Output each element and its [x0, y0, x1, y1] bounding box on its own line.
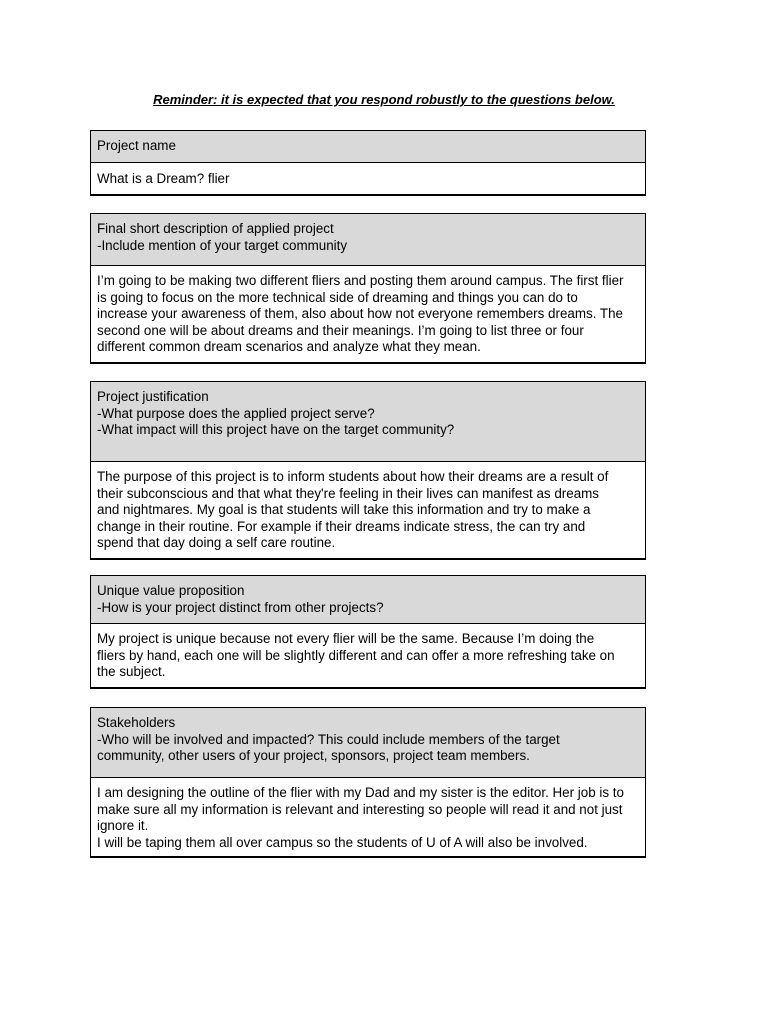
section-final-description: [90, 213, 646, 364]
header-line: Unique value proposition: [97, 583, 245, 598]
section-answer: [91, 778, 645, 856]
header-line: -What purpose does the applied project serve?: [97, 405, 375, 421]
answer-line: different common dream scenarios and analyze what they mean.: [97, 339, 481, 354]
answer-line: make sure all my information is relevant and interesting so people will read it and not just: [97, 801, 623, 817]
header-line: Project name: [97, 138, 176, 153]
section-header: [91, 214, 645, 266]
answer-line: and nightmares. My goal is that students will take this information and try to make a: [97, 502, 591, 517]
answer-line: My project is unique because not every flier will be the same. Because I’m doing the: [97, 631, 595, 646]
header-line: Stakeholders: [97, 715, 176, 730]
section-header: [91, 382, 645, 462]
answer-line: fliers by hand, each one will be slightly different and can offer a more refreshing take on: [97, 647, 615, 663]
answer-line: What is a Dream? flier: [97, 171, 230, 186]
reminder-heading: Reminder: it is expected that you respond robustly to the questions below.: [153, 92, 615, 107]
section-answer: [91, 266, 645, 362]
section-unique-value-proposition: [90, 575, 646, 689]
section-header: [91, 708, 645, 778]
header-line: Final short description of applied project: [97, 221, 334, 236]
header-line: Project justification: [97, 389, 209, 404]
section-answer: [91, 624, 645, 687]
answer-line: is going to focus on the more technical side of dreaming and things you can do to: [97, 289, 578, 305]
answer-line: I will be taping them all over campus so the students of U of A will also be involved.: [97, 834, 588, 850]
header-line: -How is your project distinct from other projects?: [97, 599, 384, 615]
answer-line: The purpose of this project is to inform students about how their dreams are a result of: [97, 469, 609, 484]
section-project-name: [90, 130, 646, 196]
section-answer: [91, 462, 645, 558]
section-answer: [91, 163, 645, 194]
answer-line: second one will be about dreams and their meanings. I’m going to list three or four: [97, 322, 584, 338]
section-header: [91, 131, 645, 163]
header-line: -Include mention of your target community: [97, 237, 348, 253]
header-line: community, other users of your project, sponsors, project team members.: [97, 748, 530, 763]
header-line: -What impact will this project have on the target community?: [97, 422, 455, 437]
header-line: -Who will be involved and impacted? This could include members of the target: [97, 731, 560, 747]
answer-line: spend that day doing a self care routine.: [97, 535, 336, 550]
section-project-justification: [90, 381, 646, 560]
answer-line: their subconscious and that what they're feeling in their lives can manifest as dreams: [97, 485, 599, 501]
answer-line: I am designing the outline of the flier with my Dad and my sister is the editor. Her job is to: [97, 785, 624, 800]
answer-line: I’m going to be making two different fliers and posting them around campus. The first flier: [97, 273, 624, 288]
answer-line: change in their routine. For example if their dreams indicate stress, the can try and: [97, 518, 586, 534]
section-header: [91, 576, 645, 624]
answer-line: the subject.: [97, 664, 166, 679]
answer-line: ignore it.: [97, 818, 149, 833]
answer-line: increase your awareness of them, also about how not everyone remembers dreams. The: [97, 306, 623, 321]
section-stakeholders: [90, 707, 646, 858]
